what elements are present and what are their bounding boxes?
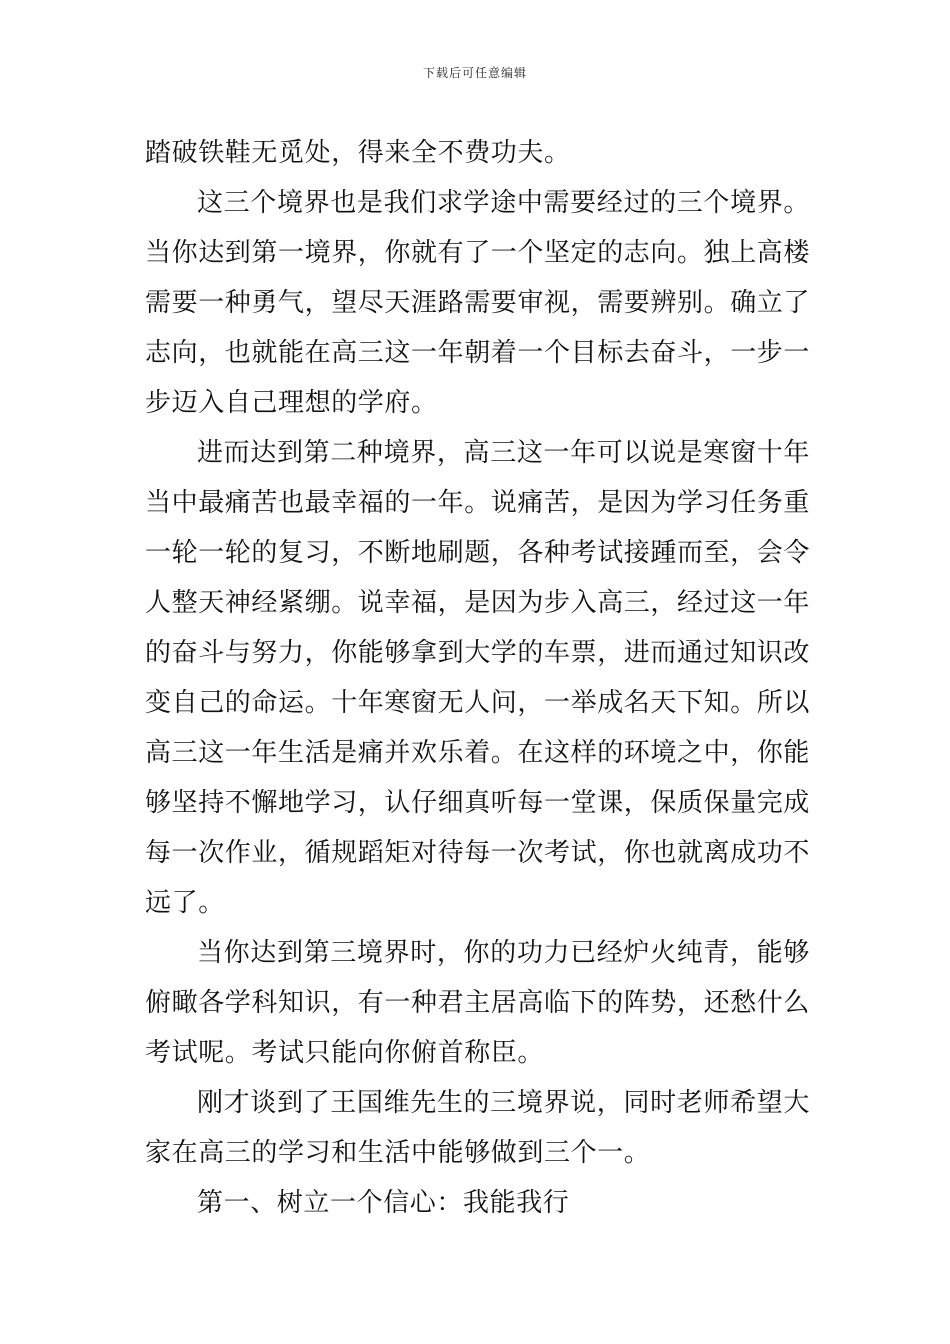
page-header: 下载后可任意编辑	[422, 66, 527, 80]
paragraph-6: 第一、树立一个信心：我能我行	[197, 1188, 570, 1218]
paragraph-5: 刚才谈到了王国维先生的三境界说，同时老师希望大家在高三的学习和生活中能够做到三个一。	[145, 1088, 810, 1168]
paragraph-4: 当你达到第三境界时，你的功力已经炉火纯青，能够俯瞰各学科知识，有一种君主居高临下的阵势，还愁什么考试呢。考试只能向你俯首称臣。	[145, 938, 811, 1068]
document-body	[145, 128, 810, 1228]
paragraph-1: 踏破铁鞋无觅处，得来全不费功夫。	[145, 138, 571, 168]
paragraph-2: 这三个境界也是我们求学途中需要经过的三个境界。当你达到第一境界，你就有了一个坚定的志向。独上高楼需要一种勇气，望尽天涯路需要审视，需要辨别。确立了志向，也就能在高三这一年朝着一个目标去奋斗，一步一步迈入自己理想的学府。	[145, 188, 811, 418]
paragraph-3: 进而达到第二种境界，高三这一年可以说是寒窗十年当中最痛苦也最幸福的一年。说痛苦，是因为学习任务重一轮一轮的复习，不断地刷题，各种考试接踵而至，会令人整天神经紧绷。说幸福，是因为步入高三，经过这一年的奋斗与努力，你能够拿到大学的车票，进而通过知识改变自己的命运。十年寒窗无人问，一举成名天下知。所以高三这一年生活是痛并欢乐着。在这样的环境之中，你能够坚持不懈地学习，认仔细真听每一堂课，保质保量完成每一次作业，循规蹈矩对待每一次考试，你也就离成功不远了。	[145, 438, 811, 918]
